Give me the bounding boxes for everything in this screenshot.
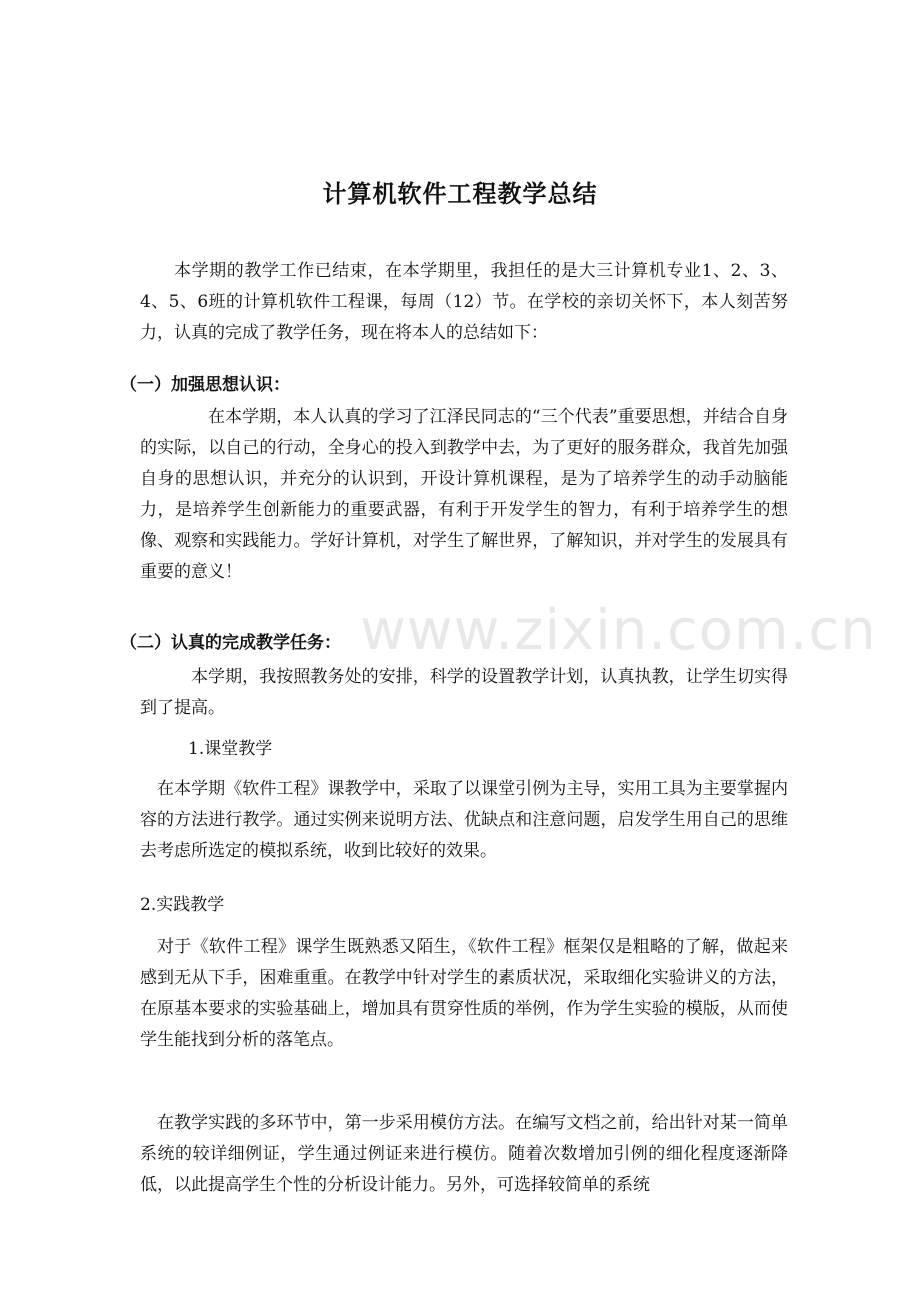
watermark: www.zixin.com.cn bbox=[360, 598, 877, 663]
section1-text: 在本学期，本人认真的学习了江泽民同志的“三个代表”重要思想，并结合自身的实际，以自己的行动，全身心的投入到教学中去，为了更好的服务群众，我首先加强自身的思想认识，并充分的认识到，开设计算机课程，是为了培养学生的动手动脑能力，是培养学生创新能力的重要武器，有利于开发学生的智力，有利于培养学生的想像、观察和实践能力。学好计算机，对学生了解世界，了解知识，并对学生的发展具有重要的意义！ bbox=[140, 407, 788, 582]
intro-text: 本学期的教学工作已结束，在本学期里，我担任的是大三计算机专业1、2、3、4、5、6班的计算机软件工程课，每周（12）节。在学校的亲切关怀下，本人刻苦努力，认真的完成了教学任务，现在将本人的总结如下： bbox=[140, 261, 788, 343]
item2-paragraph-1 bbox=[140, 932, 788, 1056]
section2-text: 本学期，我按照教务处的安排，科学的设置教学计划，认真执教，让学生切实得到了提高。 bbox=[140, 667, 788, 718]
item2-text-1: 对于《软件工程》课学生既熟悉又陌生，《软件工程》框架仅是粗略的了解，做起来感到无从下手，困难重重。在教学中针对学生的素质状况，采取细化实验讲义的方法，在原基本要求的实验基础上，增加具有贯穿性质的举例，作为学生实验的模版，从而使学生能找到分析的落笔点。 bbox=[140, 937, 788, 1050]
section-heading-2: （二）认真的完成教学任务： bbox=[120, 633, 341, 653]
document-title: 计算机软件工程教学总结 bbox=[322, 180, 598, 208]
item2-label: 2.实践教学 bbox=[140, 895, 225, 915]
item1-paragraph bbox=[140, 774, 788, 867]
item2-text-2: 在教学实践的多环节中，第一步采用模仿方法。在编写文档之前，给出针对某一简单系统的较详细例证，学生通过例证来进行模仿。随着次数增加引例的细化程度逐渐降低，以此提高学生个性的分析设计能力。另外，可选择较简单的系统 bbox=[140, 1113, 788, 1195]
item1-text: 在本学期《软件工程》课教学中，采取了以课堂引例为主导，实用工具为主要掌握内容的方法进行教学。通过实例来说明方法、优缺点和注意问题，启发学生用自己的思维去考虑所选定的模拟系统，收到比较好的效果。 bbox=[140, 779, 788, 861]
section1-paragraph bbox=[140, 402, 788, 588]
item1-label: 1.课堂教学 bbox=[188, 739, 273, 759]
section2-paragraph bbox=[140, 662, 788, 724]
section-heading-1: （一）加强思想认识： bbox=[120, 375, 290, 395]
item2-paragraph-2 bbox=[140, 1108, 788, 1201]
intro-paragraph bbox=[140, 256, 788, 349]
